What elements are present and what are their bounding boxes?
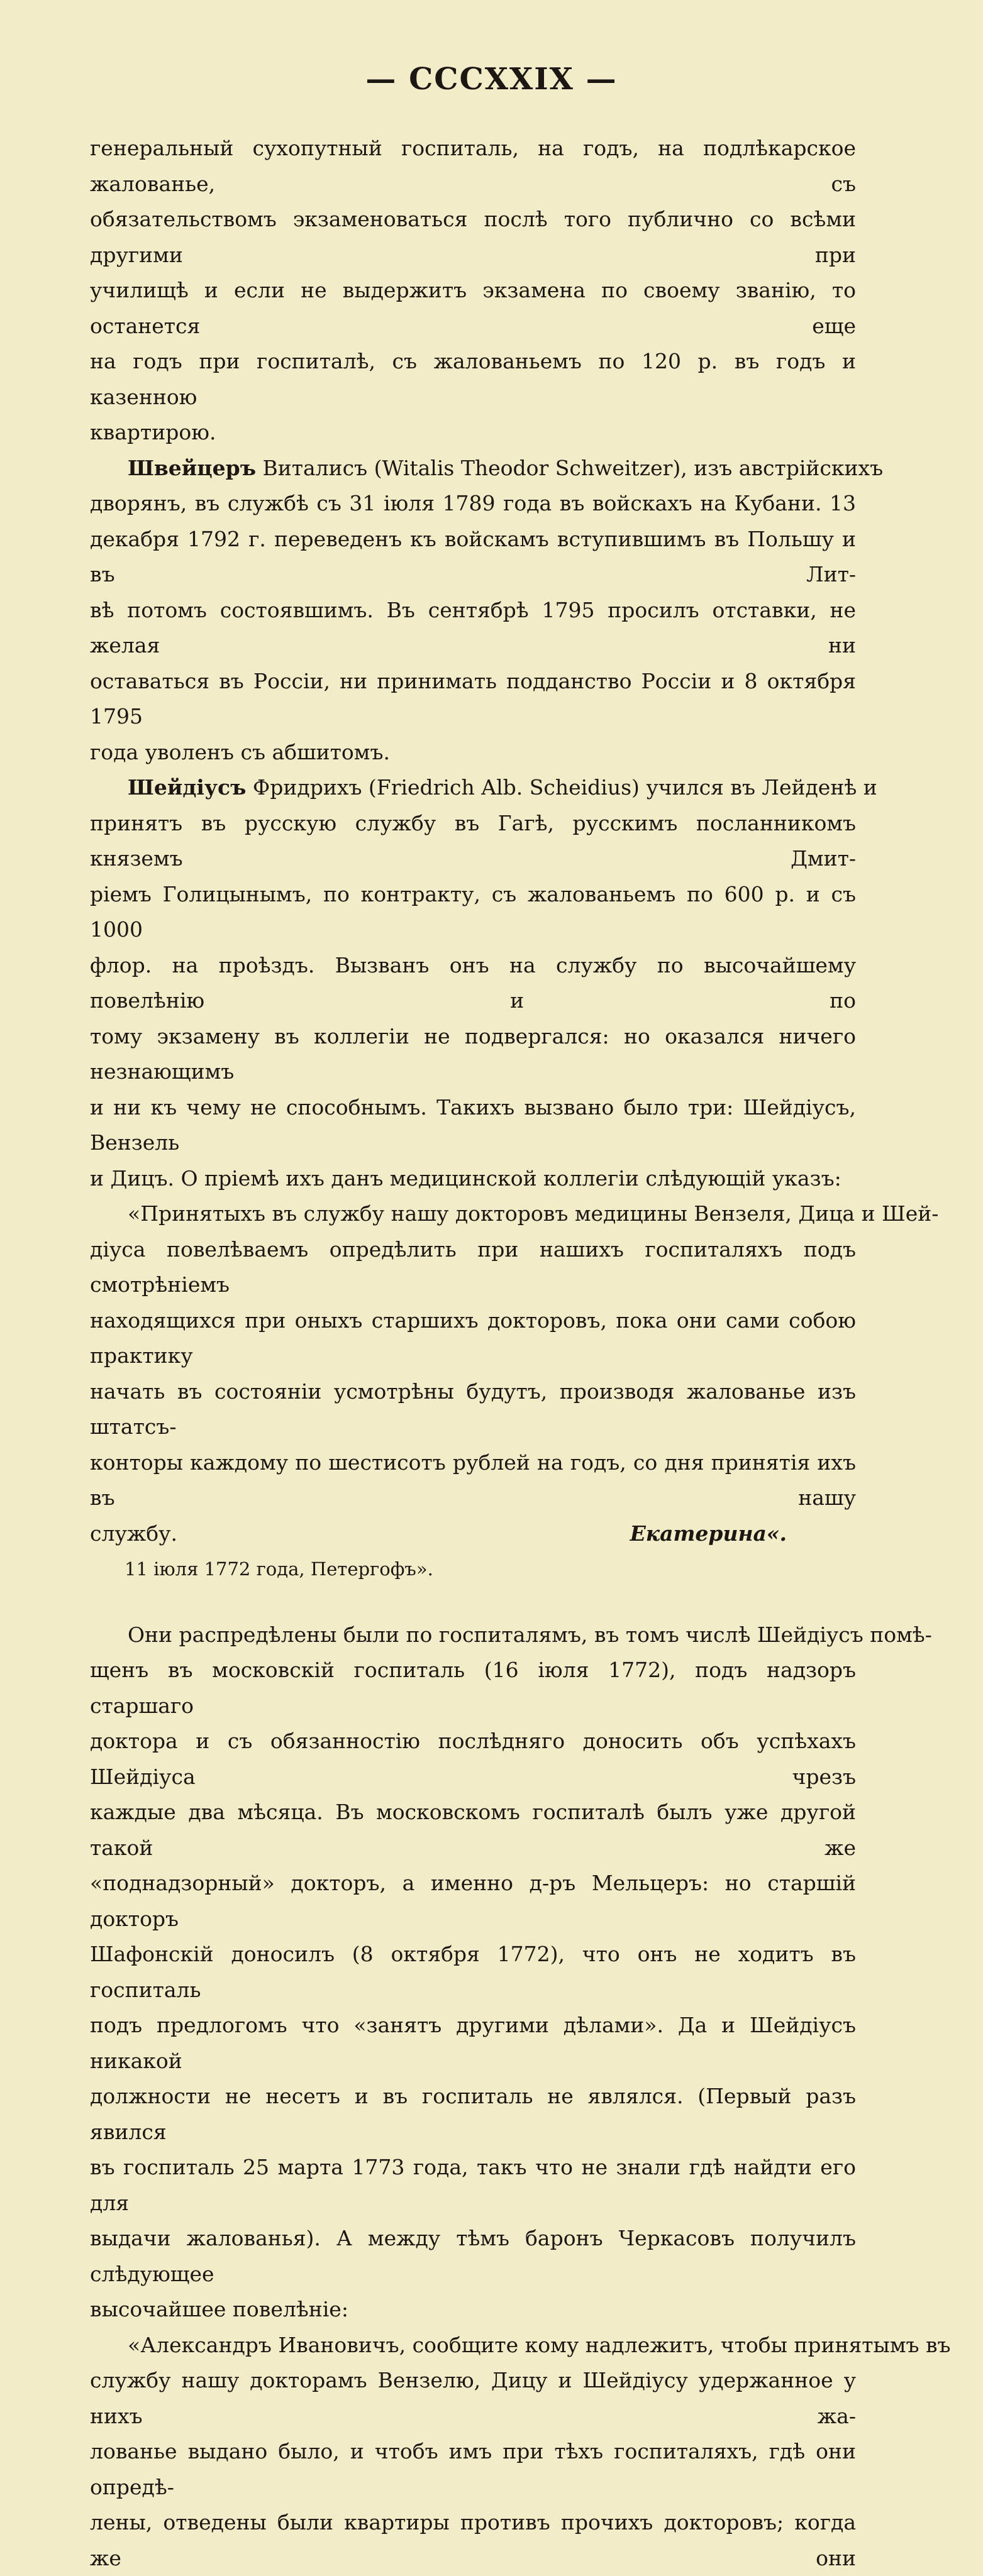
text-line: декабря 1792 г. переведенъ къ войскамъ вступившимъ въ Польшу и въ Лит- — [90, 526, 856, 586]
text-line: на годъ при госпиталѣ, съ жалованьемъ по 120 р. въ годъ и казенною — [90, 349, 856, 409]
text-line: каждые два мѣсяца. Въ московскомъ госпиталѣ былъ уже другой такой же — [90, 1800, 856, 1860]
text-line: вѣ потомъ состоявшимъ. Въ сентябрѣ 1795 просилъ отставки, не желая ни — [90, 597, 856, 658]
entry-schweitzer-first — [90, 451, 884, 487]
text-fragment: службу. — [90, 1521, 177, 1546]
text-line: Они распредѣлены были по госпиталямъ, въ томъ числѣ Шейдіусъ помѣ- — [128, 1622, 932, 1647]
decree-line: діуса повелѣваемъ опредѣлить при нашихъ госпиталяхъ подъ смотрѣніемъ — [90, 1236, 856, 1297]
text-fragment: Виталисъ (Witalis Theodor Schweitzer), изъ австрійскихъ — [256, 455, 884, 480]
text-line: тому экзамену въ коллегіи не подвергался: но оказался ничего незнающимъ — [90, 1023, 856, 1084]
text-line: и Дицъ. О пріемѣ ихъ данъ медицинской коллегіи слѣдующій указъ: — [90, 1165, 841, 1191]
text-line: генеральный сухопутный госпиталь, на годъ, на подлѣкарское жалованье, съ — [90, 136, 856, 196]
entry-scheidius-first — [90, 770, 877, 806]
text-line: флор. на проѣздъ. Вызванъ онъ на службу по высочайшему повелѣнію и по — [90, 952, 856, 1013]
text-line: года уволенъ съ абшитомъ. — [90, 739, 390, 764]
text-line: квартирою. — [90, 420, 216, 444]
decree-line: службу нашу докторамъ Вензелю, Дицу и Шейдіусу удержанное у нихъ жа- — [90, 2368, 856, 2428]
decree-last-line — [90, 1516, 856, 1552]
text-line: высочайшее повелѣніе: — [90, 2297, 348, 2321]
decree-line: лованье выдано было, и чтобъ имъ при тѣхъ госпиталяхъ, гдѣ они опредѣ- — [90, 2439, 856, 2499]
text-line: доктора и съ обязанностію послѣдняго доносить объ успѣхахъ Шейдіуса чрезъ — [90, 1729, 856, 1789]
decree-line: «Принятыхъ въ службу нашу докторовъ медицины Вензеля, Дица и Шей- — [128, 1201, 939, 1226]
main-text — [90, 131, 951, 2576]
decree-line: лены, отведены были квартиры противъ прочихъ докторовъ; когда же они — [90, 2510, 856, 2570]
signature: Екатерина«. — [630, 1521, 787, 1546]
text-line: въ госпиталь 25 марта 1773 года, такъ что не знали гдѣ найдти его для — [90, 2155, 856, 2215]
text-line: щенъ въ московскій госпиталь (16 іюля 1772), подъ надзоръ старшаго — [90, 1658, 856, 1718]
decree-date: 11 іюля 1772 года, Петергофъ». — [125, 1558, 433, 1580]
text-line: училищѣ и если не выдержитъ экзамена по своему званію, то останется еще — [90, 278, 856, 338]
text-line: ріемъ Голицынымъ, по контракту, съ жалованьемъ по 600 р. и съ 1000 — [90, 881, 856, 942]
spacer — [90, 1587, 856, 1617]
text-fragment: Фридрихъ (Friedrich Alb. Scheidius) учился въ Лейденѣ и — [246, 775, 877, 800]
text-line: Шафонскій доносилъ (8 октября 1772), что онъ не ходитъ въ госпиталь — [90, 1942, 856, 2002]
text-line: должности не несетъ и въ госпиталь не являлся. (Первый разъ явился — [90, 2084, 856, 2144]
text-line: выдачи жалованья). А между тѣмъ баронъ Черкасовъ получилъ слѣдующее — [90, 2226, 856, 2286]
text-line: обязательствомъ экзаменоваться послѣ того публично со всѣми другими при — [90, 207, 856, 267]
text-line: принятъ въ русскую службу въ Гагѣ, русскимъ посланникомъ княземъ Дмит- — [90, 810, 856, 871]
decree-line: конторы каждому по шестисотъ рублей на годъ, со дня принятія ихъ въ нашу — [90, 1450, 856, 1510]
page-header: — CCCXXIX — — [365, 62, 618, 97]
text-line: оставаться въ Россіи, ни принимать подданство Россіи и 8 октября 1795 — [90, 668, 856, 729]
decree-line: начать въ состояніи усмотрѣны будутъ, производя жалованье изъ штатсъ- — [90, 1379, 856, 1439]
entry-name: Шейдіусъ — [128, 775, 247, 800]
text-line: дворянъ, въ службѣ съ 31 іюля 1789 года въ войскахъ на Кубани. 13 — [90, 491, 856, 515]
decree-line: находящихся при оныхъ старшихъ докторовъ, пока они сами собою практику — [90, 1307, 856, 1368]
text-line: и ни къ чему не способнымъ. Такихъ вызвано было три: Шейдіусъ, Вензель — [90, 1094, 856, 1155]
entry-name: Швейцеръ — [128, 455, 257, 480]
text-line: подъ предлогомъ что «занятъ другими дѣлами». Да и Шейдіусъ никакой — [90, 2013, 856, 2073]
text-line: «поднадзорный» докторъ, а именно д-ръ Мельцеръ: но старшій докторъ — [90, 1871, 856, 1931]
decree-line: «Александръ Ивановичъ, сообщите кому надлежитъ, чтобы принятымъ въ — [128, 2332, 951, 2357]
